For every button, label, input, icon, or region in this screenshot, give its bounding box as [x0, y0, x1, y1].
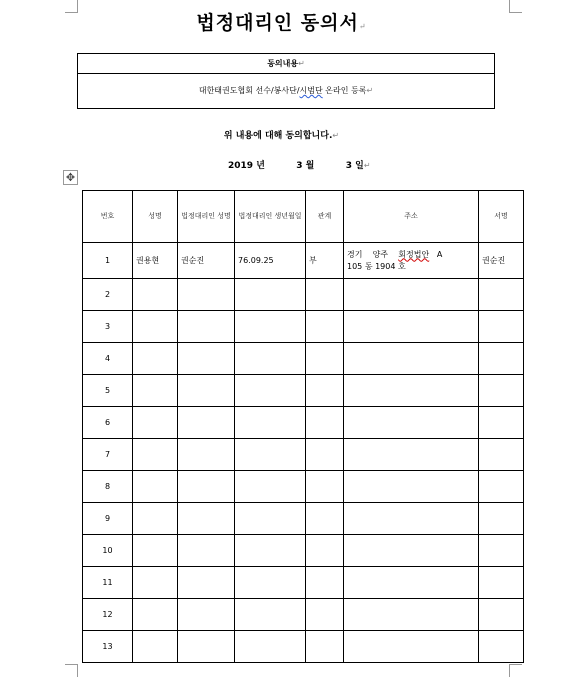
consent-header-text: 동의내용 — [267, 59, 299, 68]
cell-relation[interactable] — [306, 599, 344, 631]
consent-statement — [0, 128, 563, 141]
cell-guardian-birth[interactable] — [235, 407, 306, 439]
cell-name[interactable] — [133, 567, 178, 599]
date-month-unit: 월 — [305, 161, 315, 171]
cell-guardian-birth[interactable] — [235, 343, 306, 375]
header-name: 성명 — [133, 191, 178, 243]
cell-address[interactable] — [344, 343, 479, 375]
cell-guardian-birth[interactable]: 76.09.25 — [235, 243, 306, 279]
consent-statement-text: 위 내용에 대해 동의합니다. — [223, 131, 333, 141]
cell-address[interactable] — [344, 535, 479, 567]
cell-address[interactable] — [344, 279, 479, 311]
cell-guardian-name[interactable] — [178, 535, 235, 567]
header-guardian-name: 법정대리인 성명 — [178, 191, 235, 243]
cell-guardian-name[interactable] — [178, 279, 235, 311]
cell-mark-icon: ↵ — [366, 86, 374, 95]
cell-guardian-birth[interactable] — [235, 535, 306, 567]
cell-guardian-name[interactable] — [178, 567, 235, 599]
cell-signature[interactable] — [479, 471, 524, 503]
cell-name[interactable] — [133, 279, 178, 311]
date-day: 3 — [345, 161, 352, 171]
table-row — [83, 503, 524, 535]
cell-name[interactable] — [133, 599, 178, 631]
cell-address[interactable] — [344, 503, 479, 535]
cell-signature[interactable] — [479, 599, 524, 631]
cell-guardian-name[interactable] — [178, 503, 235, 535]
crop-mark-bottom-left — [65, 664, 78, 677]
table-row — [83, 343, 524, 375]
cell-guardian-name[interactable] — [178, 343, 235, 375]
cell-name[interactable] — [133, 471, 178, 503]
cell-guardian-birth[interactable] — [235, 471, 306, 503]
cell-relation[interactable] — [306, 535, 344, 567]
cell-mark-icon: ↵ — [298, 59, 305, 68]
cell-no[interactable]: 4 — [83, 343, 133, 375]
cell-relation[interactable] — [306, 631, 344, 663]
cell-address[interactable] — [344, 631, 479, 663]
cell-relation[interactable] — [306, 407, 344, 439]
cell-signature[interactable] — [479, 631, 524, 663]
cell-address[interactable] — [344, 567, 479, 599]
cell-address[interactable] — [344, 375, 479, 407]
cell-guardian-name[interactable] — [178, 471, 235, 503]
crop-mark-bottom-right — [509, 664, 522, 677]
table-row — [83, 471, 524, 503]
table-row — [83, 439, 524, 471]
header-no: 번호 — [83, 191, 133, 243]
consent-header — [78, 54, 494, 74]
table-row — [83, 279, 524, 311]
cell-signature[interactable] — [479, 311, 524, 343]
cell-relation[interactable] — [306, 343, 344, 375]
cell-signature[interactable] — [479, 503, 524, 535]
cell-no[interactable]: 8 — [83, 471, 133, 503]
cell-name[interactable]: 권용현 — [133, 243, 178, 279]
cell-signature[interactable] — [479, 407, 524, 439]
date-year-unit: 년 — [256, 161, 265, 171]
cell-no[interactable]: 9 — [83, 503, 133, 535]
cell-relation[interactable] — [306, 311, 344, 343]
header-signature: 서명 — [479, 191, 524, 243]
cell-no[interactable]: 1 — [83, 243, 133, 279]
cell-signature[interactable] — [479, 279, 524, 311]
cell-address[interactable] — [344, 439, 479, 471]
cell-name[interactable] — [133, 375, 178, 407]
cell-name[interactable] — [133, 535, 178, 567]
cell-guardian-birth[interactable] — [235, 311, 306, 343]
cell-no[interactable]: 5 — [83, 375, 133, 407]
cell-guardian-name[interactable] — [178, 599, 235, 631]
cell-no[interactable]: 10 — [83, 535, 133, 567]
cell-guardian-birth[interactable] — [235, 439, 306, 471]
cell-guardian-birth[interactable] — [235, 375, 306, 407]
consent-box — [77, 53, 495, 109]
cell-guardian-name[interactable] — [178, 311, 235, 343]
cell-address[interactable] — [344, 311, 479, 343]
cell-signature[interactable] — [479, 375, 524, 407]
cell-signature[interactable] — [479, 567, 524, 599]
table-row — [83, 375, 524, 407]
cell-signature[interactable] — [479, 439, 524, 471]
paragraph-mark-icon: ↵ — [332, 131, 340, 140]
header-guardian-birth: 법정대리인 생년월일 — [235, 191, 306, 243]
table-row — [83, 535, 524, 567]
header-address: 주소 — [344, 191, 479, 243]
header-relation: 관계 — [306, 191, 344, 243]
table-row — [83, 567, 524, 599]
consent-body-underlined: 시범단 — [299, 86, 323, 95]
cell-address[interactable] — [344, 407, 479, 439]
cell-signature[interactable] — [479, 535, 524, 567]
cell-address[interactable] — [344, 599, 479, 631]
cell-relation[interactable] — [306, 439, 344, 471]
guardian-consent-table — [82, 190, 524, 663]
cell-address[interactable]: 경기 양주 회정법안 A 105 동 1904 호 — [344, 243, 479, 279]
cell-guardian-name[interactable] — [178, 407, 235, 439]
cell-signature[interactable]: 권순진 — [479, 243, 524, 279]
paragraph-mark-icon: ↵ — [363, 161, 371, 170]
table-move-handle-icon[interactable]: ✥ — [63, 170, 78, 185]
cell-guardian-name[interactable]: 권순진 — [178, 243, 235, 279]
cell-relation[interactable] — [306, 471, 344, 503]
cell-no[interactable]: 6 — [83, 407, 133, 439]
cell-guardian-birth[interactable] — [235, 503, 306, 535]
cell-relation[interactable] — [306, 279, 344, 311]
cell-relation[interactable] — [306, 375, 344, 407]
cell-name[interactable] — [133, 343, 178, 375]
cell-no[interactable]: 12 — [83, 599, 133, 631]
cell-guardian-birth[interactable] — [235, 567, 306, 599]
table-row — [83, 631, 524, 663]
cell-no[interactable]: 13 — [83, 631, 133, 663]
cell-guardian-name[interactable] — [178, 439, 235, 471]
cell-name[interactable] — [133, 311, 178, 343]
cell-relation[interactable] — [306, 503, 344, 535]
date-day-unit: 일 — [355, 161, 364, 171]
table-row — [83, 243, 524, 279]
date-year: 2019 — [228, 161, 254, 171]
paragraph-mark-icon: ↵ — [358, 22, 367, 31]
table-row — [83, 311, 524, 343]
cell-no[interactable]: 2 — [83, 279, 133, 311]
cell-guardian-birth[interactable] — [235, 599, 306, 631]
consent-body-suffix: 온라인 등록 — [322, 86, 367, 95]
signing-date — [228, 158, 371, 171]
date-month: 3 — [296, 161, 303, 171]
cell-name[interactable] — [133, 503, 178, 535]
cell-relation[interactable]: 부 — [306, 243, 344, 279]
cell-no[interactable]: 11 — [83, 567, 133, 599]
cell-guardian-name[interactable] — [178, 631, 235, 663]
cell-address[interactable] — [344, 471, 479, 503]
cell-name[interactable] — [133, 407, 178, 439]
cell-signature[interactable] — [479, 343, 524, 375]
cell-name[interactable] — [133, 631, 178, 663]
table-row — [83, 407, 524, 439]
document-title — [0, 8, 563, 35]
cell-relation[interactable] — [306, 567, 344, 599]
document-title-text: 법정대리인 동의서 — [196, 12, 359, 34]
cell-no[interactable]: 7 — [83, 439, 133, 471]
consent-body-prefix: 대한태권도협회 선수/봉사단/ — [198, 86, 300, 95]
table-header-row — [83, 191, 524, 243]
cell-guardian-birth[interactable] — [235, 279, 306, 311]
cell-no[interactable]: 3 — [83, 311, 133, 343]
cell-name[interactable] — [133, 439, 178, 471]
cell-guardian-birth[interactable] — [235, 631, 306, 663]
cell-guardian-name[interactable] — [178, 375, 235, 407]
table-row — [83, 599, 524, 631]
consent-body — [78, 74, 494, 108]
